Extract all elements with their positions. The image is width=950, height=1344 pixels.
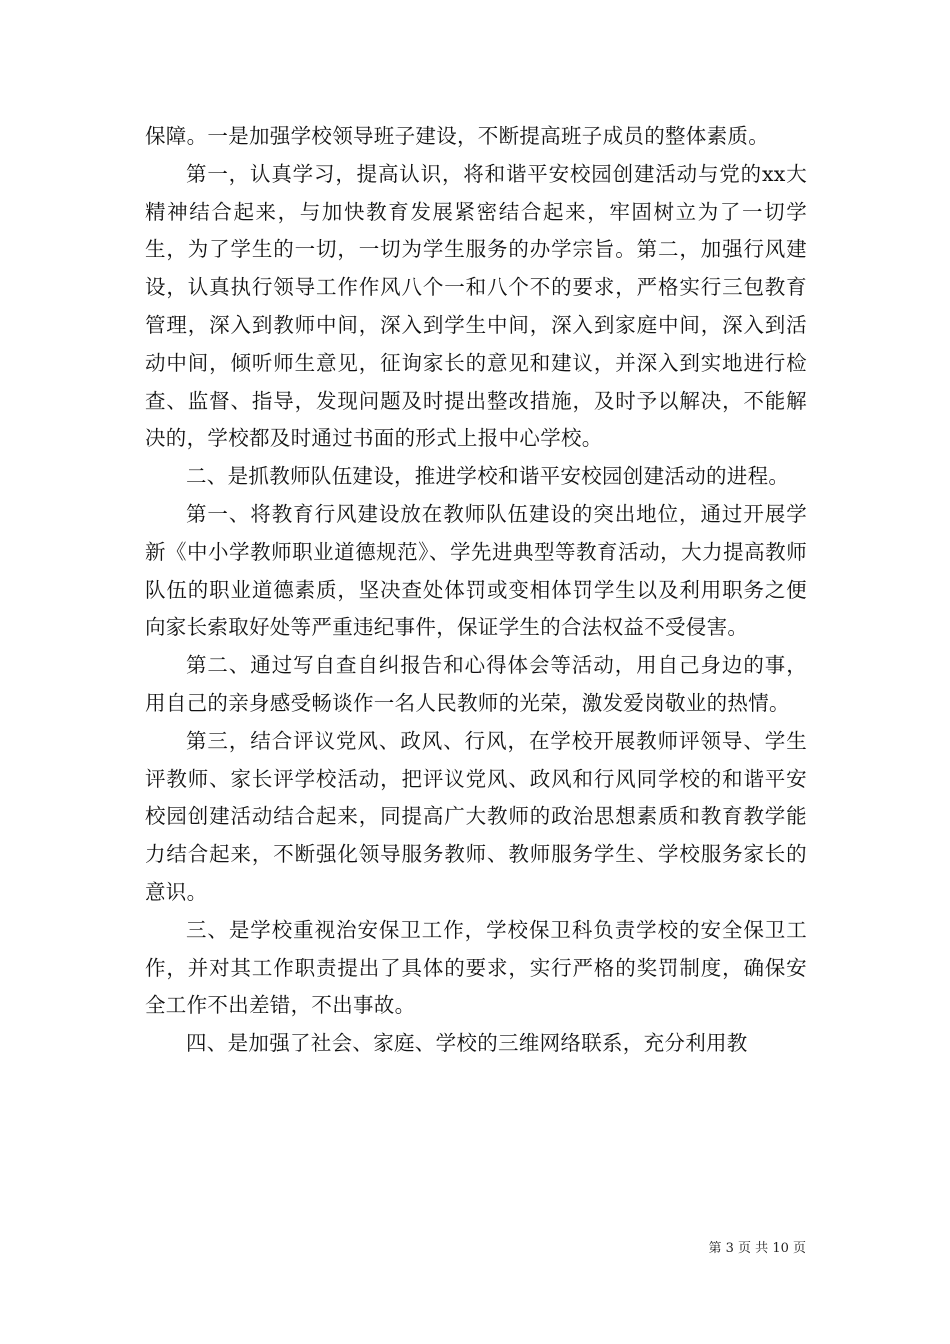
paragraph-8: 四、是加强了社会、家庭、学校的三维网络联系，充分利用教 (186, 1031, 748, 1056)
paragraph-6: 第三，结合评议党风、政风、行风，在学校开展教师评领导、学生评教师、家长评学校活动，把评议党风、政风和行风同学校的和谐平安校园创建活动结合起来，同提高广大教师的政治思想素质和教育教学能力结合起来，不断强化领导服务教师、教师服务学生、学校服务家长的意识。 (145, 728, 807, 904)
page-number-footer: 第 3 页 共 10 页 (708, 1241, 806, 1256)
paragraph-2: 第一，认真学习，提高认识，将和谐平安校园创建活动与党的xx大精神结合起来，与加快教育发展紧密结合起来，牢固树立为了一切学生，为了学生的一切，一切为学生服务的办学宗旨。第二，加强行风建设，认真执行领导工作作风八个一和八个不的要求，严格实行三包教育管理，深入到教师中间，深入到学生中间，深入到家庭中间，深入到活动中间，倾听师生意见，征询家长的意见和建议，并深入到实地进行检查、监督、指导，发现问题及时提出整改措施，及时予以解决，不能解决的，学校都及时通过书面的形式上报中心学校。 (145, 161, 807, 451)
paragraph-5: 第二、通过写自查自纠报告和心得体会等活动，用自己身边的事，用自己的亲身感受畅谈作一名人民教师的光荣，激发爱岗敬业的热情。 (145, 653, 807, 715)
paragraph-7: 三、是学校重视治安保卫工作，学校保卫科负责学校的安全保卫工作，并对其工作职责提出了具体的要求，实行严格的奖罚制度，确保安全工作不出差错，不出事故。 (145, 917, 807, 1018)
paragraph-1: 保障。一是加强学校领导班子建设，不断提高班子成员的整体素质。 (145, 124, 769, 148)
paragraph-3: 二、是抓教师队伍建设，推进学校和谐平安校园创建活动的进程。 (186, 464, 790, 489)
document-body (145, 118, 807, 1063)
paragraph-4: 第一、将教育行风建设放在教师队伍建设的突出地位，通过开展学新《中小学教师职业道德规范》、学先进典型等教育活动，大力提高教师队伍的职业道德素质，坚决查处体罚或变相体罚学生以及利用职务之便向家长索取好处等严重违纪事件，保证学生的合法权益不受侵害。 (145, 501, 807, 640)
